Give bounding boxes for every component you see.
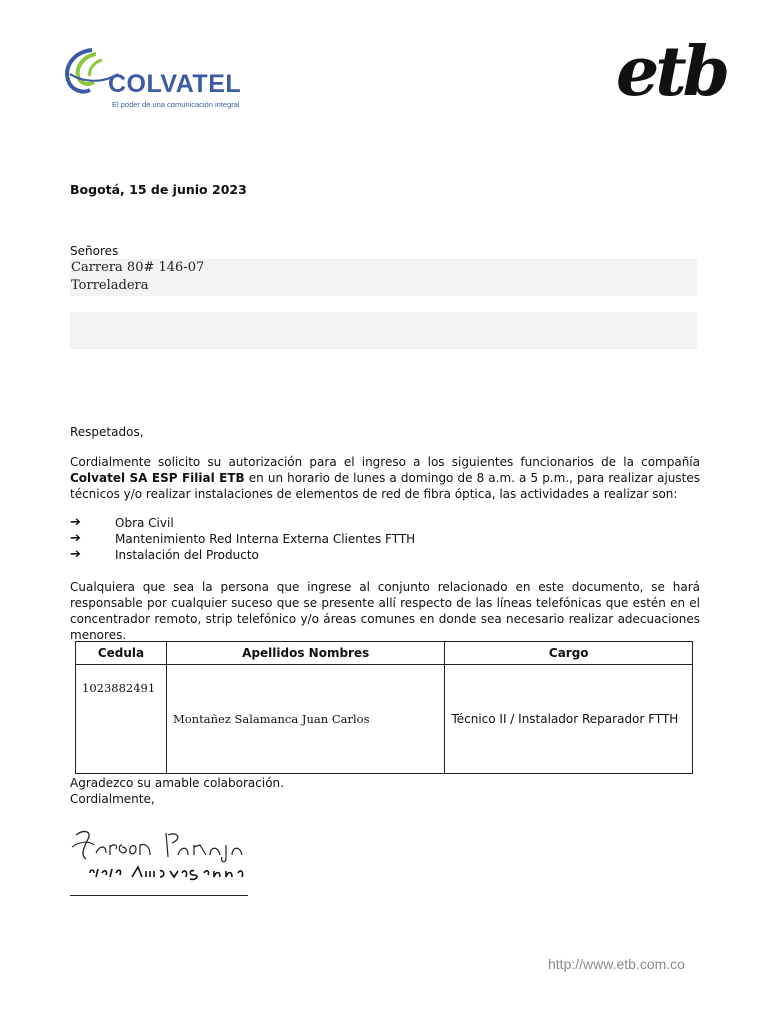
cell-cargo: Técnico II / Instalador Reparador FTTH xyxy=(445,665,693,774)
list-item xyxy=(70,515,415,531)
arrow-right-icon: ➔ xyxy=(70,515,81,530)
etb-logo: etb xyxy=(616,32,727,112)
cell-cedula: 1023882491 xyxy=(76,665,167,774)
arrow-right-icon: ➔ xyxy=(70,531,81,546)
activity-label: Obra Civil xyxy=(115,516,174,530)
cell-names: Montañez Salamanca Juan Carlos xyxy=(166,665,444,774)
salutation: Respetados, xyxy=(70,425,144,439)
column-header-names: Apellidos Nombres xyxy=(166,642,444,665)
signature-line xyxy=(70,895,248,896)
activities-list xyxy=(70,515,415,563)
colvatel-logo xyxy=(62,44,252,114)
request-text-end: en un horario de lunes a domingo de 8 a.m. a 5 p.m., para realizar ajustes técnicos y/o realizar instalaciones de elementos de red de fibra óptica, las actividades a realizar son: xyxy=(70,471,700,501)
company-name: Colvatel SA ESP Filial ETB xyxy=(70,471,245,485)
table-header-row xyxy=(76,642,693,665)
request-paragraph xyxy=(70,454,700,502)
address-block xyxy=(70,259,697,296)
closing-thanks: Agradezco su amable colaboración. xyxy=(70,776,284,790)
activity-label: Instalación del Producto xyxy=(115,548,259,562)
column-header-cedula: Cedula xyxy=(76,642,167,665)
table-row xyxy=(76,665,693,774)
colvatel-tagline: El poder de una comunicación integral xyxy=(112,100,240,109)
activity-label: Mantenimiento Red Interna Externa Clientes FTTH xyxy=(115,532,416,546)
responsibility-paragraph: Cualquiera que sea la persona que ingrese al conjunto relacionado en este documento, se hará responsable por cualquier suceso que se presente allí respecto de las líneas telefónicas que estén en el concentrador remoto, strip telefónico y/o áreas comunes en donde sea necesario realizar adecuaciones menores. xyxy=(70,580,700,642)
recipient-greeting: Señores xyxy=(70,244,119,258)
staff-table xyxy=(75,641,693,774)
column-header-cargo: Cargo xyxy=(445,642,693,665)
address-line-1: Carrera 80# 146-07 xyxy=(71,260,205,275)
list-item xyxy=(70,531,415,547)
list-item xyxy=(70,547,415,563)
closing-regards: Cordialmente, xyxy=(70,792,155,806)
colvatel-name: COLVATEL xyxy=(108,70,242,98)
footer-url: http://www.etb.com.co xyxy=(548,956,685,972)
arrow-right-icon: ➔ xyxy=(70,547,81,562)
letter-date: Bogotá, 15 de junio 2023 xyxy=(70,182,247,197)
address-line-2: Torreladera xyxy=(71,278,149,293)
empty-address-field xyxy=(70,312,697,349)
handwritten-signature xyxy=(70,825,250,885)
request-text-start: Cordialmente solicito su autorización para el ingreso a los siguientes funcionarios de la compañía xyxy=(70,455,700,469)
